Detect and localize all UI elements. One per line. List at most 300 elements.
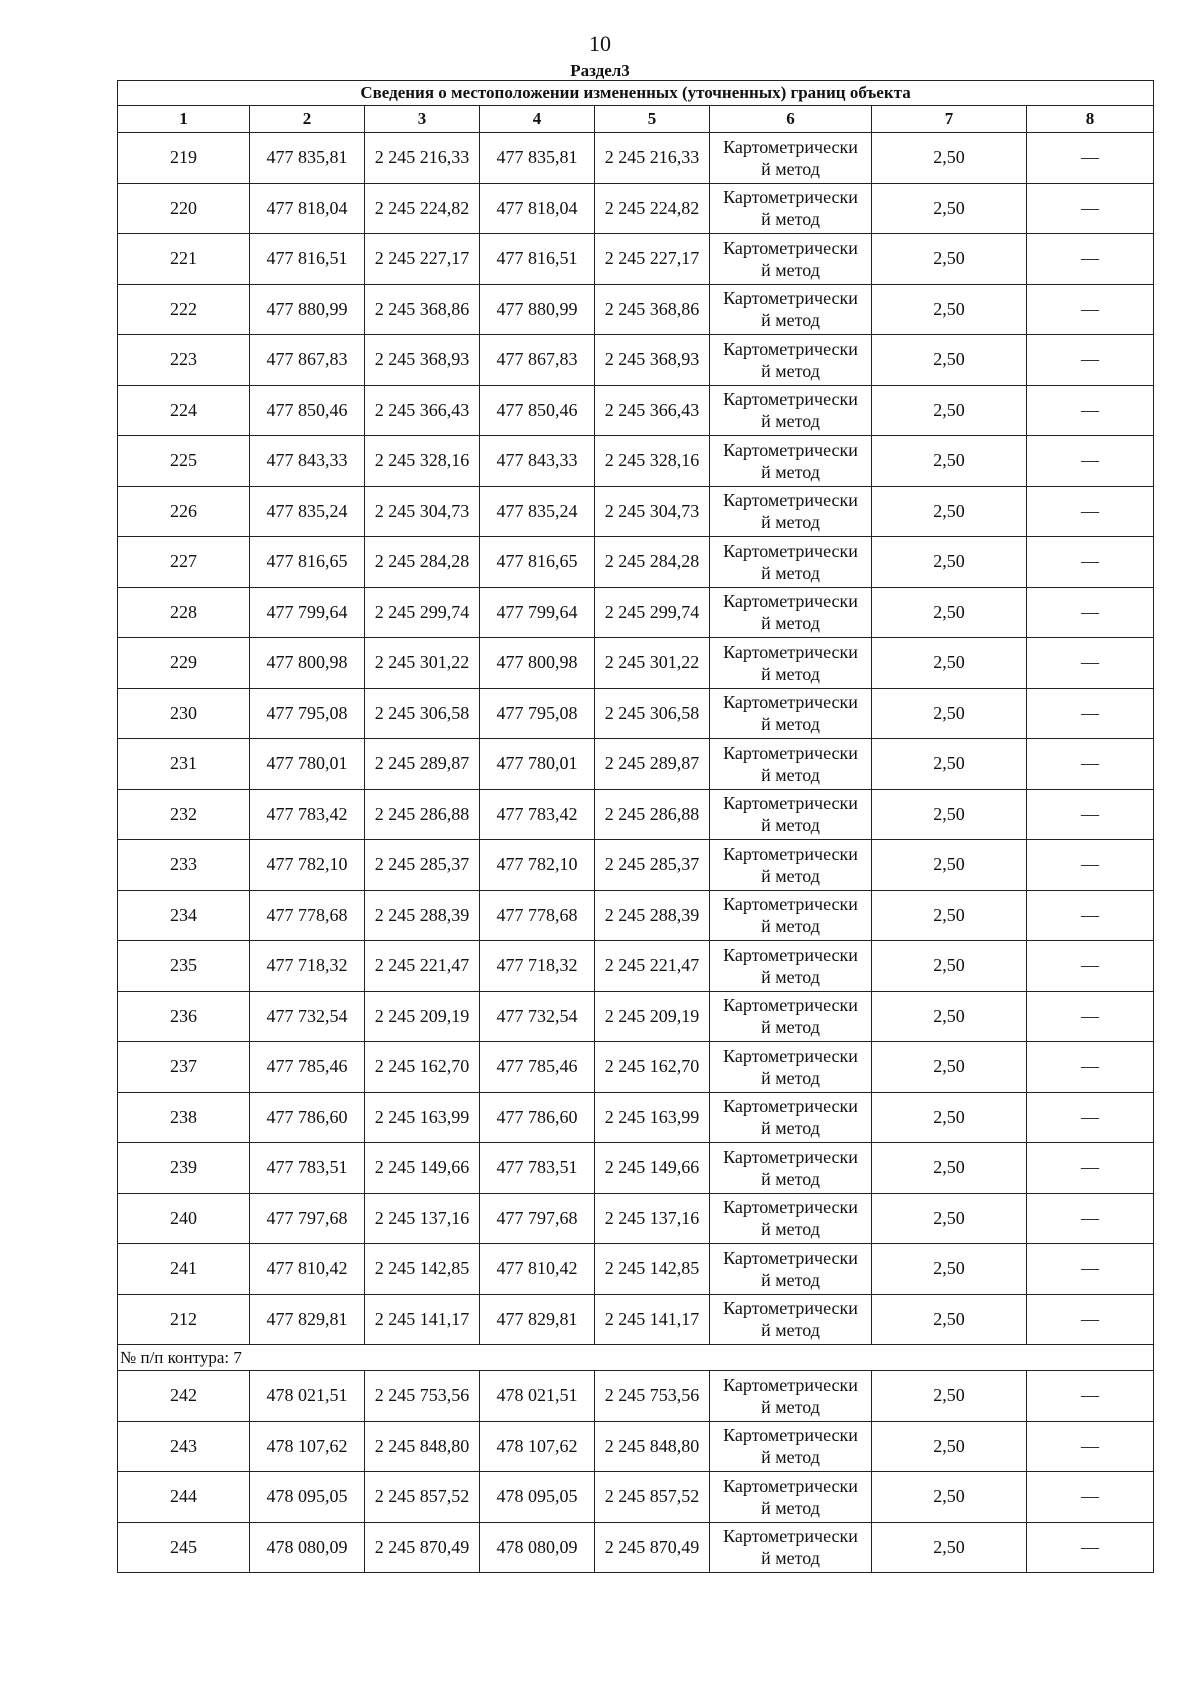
method-text-line1: Картометрически: [723, 944, 858, 965]
method-cell: [710, 1421, 872, 1472]
precision-value: 2,50: [872, 486, 1027, 537]
precision-value: 2,50: [872, 183, 1027, 234]
method-cell: [710, 688, 872, 739]
method-text-line2: й метод: [761, 1067, 820, 1088]
method-text-line2: й метод: [761, 966, 820, 987]
description-dash: —: [1027, 941, 1154, 992]
point-number: 212: [118, 1294, 250, 1345]
coordinate-x-old: 477 732,54: [250, 991, 365, 1042]
description-dash: —: [1027, 133, 1154, 184]
column-number: 1: [118, 106, 250, 133]
method-cell: [710, 1244, 872, 1295]
coordinate-y-new: 2 245 221,47: [595, 941, 710, 992]
coordinate-x-new: 477 797,68: [480, 1193, 595, 1244]
method-text-line1: Картометрически: [723, 641, 858, 662]
method-text-line2: й метод: [761, 1118, 820, 1139]
table-row: [118, 486, 1154, 537]
method-cell: [710, 436, 872, 487]
description-dash: —: [1027, 739, 1154, 790]
column-number: 8: [1027, 106, 1154, 133]
point-number: 243: [118, 1421, 250, 1472]
table-row: [118, 890, 1154, 941]
description-dash: —: [1027, 1143, 1154, 1194]
table-row: [118, 385, 1154, 436]
coordinate-y-old: 2 245 870,49: [365, 1522, 480, 1573]
coordinate-y-old: 2 245 368,93: [365, 335, 480, 386]
point-number: 222: [118, 284, 250, 335]
coordinate-y-new: 2 245 368,86: [595, 284, 710, 335]
method-text-line1: Картометрически: [723, 490, 858, 511]
coordinate-x-new: 477 835,81: [480, 133, 595, 184]
table-row: [118, 436, 1154, 487]
coordinate-y-old: 2 245 284,28: [365, 537, 480, 588]
coordinate-y-old: 2 245 137,16: [365, 1193, 480, 1244]
method-cell: [710, 991, 872, 1042]
page-number: 10: [589, 31, 611, 56]
table-row: [118, 234, 1154, 285]
coordinate-x-new: 477 783,42: [480, 789, 595, 840]
table-row: [118, 789, 1154, 840]
precision-value: 2,50: [872, 537, 1027, 588]
coordinate-y-new: 2 245 162,70: [595, 1042, 710, 1093]
precision-value: 2,50: [872, 1244, 1027, 1295]
method-text-line1: Картометрически: [723, 1247, 858, 1268]
description-dash: —: [1027, 1244, 1154, 1295]
coordinate-y-old: 2 245 753,56: [365, 1371, 480, 1422]
table-row: [118, 183, 1154, 234]
precision-value: 2,50: [872, 133, 1027, 184]
coordinate-x-new: 478 107,62: [480, 1421, 595, 1472]
coordinate-y-old: 2 245 162,70: [365, 1042, 480, 1093]
description-dash: —: [1027, 1371, 1154, 1422]
point-number: 237: [118, 1042, 250, 1093]
table-row: [118, 1421, 1154, 1472]
precision-value: 2,50: [872, 1143, 1027, 1194]
coordinate-x-new: 478 095,05: [480, 1472, 595, 1523]
coordinate-x-new: 477 778,68: [480, 890, 595, 941]
coordinate-x-old: 477 818,04: [250, 183, 365, 234]
description-dash: —: [1027, 840, 1154, 891]
table-row: [118, 1522, 1154, 1573]
table-row: [118, 941, 1154, 992]
coordinate-x-new: 477 800,98: [480, 638, 595, 689]
coordinate-x-new: 477 782,10: [480, 840, 595, 891]
precision-value: 2,50: [872, 941, 1027, 992]
coordinate-x-old: 477 795,08: [250, 688, 365, 739]
precision-value: 2,50: [872, 739, 1027, 790]
coordinate-y-old: 2 245 286,88: [365, 789, 480, 840]
table-row: [118, 1143, 1154, 1194]
description-dash: —: [1027, 1472, 1154, 1523]
precision-value: 2,50: [872, 1294, 1027, 1345]
table-row: [118, 537, 1154, 588]
point-number: 225: [118, 436, 250, 487]
table-row: [118, 1371, 1154, 1422]
table-row: [118, 1092, 1154, 1143]
precision-value: 2,50: [872, 1472, 1027, 1523]
coordinate-y-old: 2 245 299,74: [365, 587, 480, 638]
method-cell: [710, 335, 872, 386]
coordinate-y-new: 2 245 301,22: [595, 638, 710, 689]
method-text-line2: й метод: [761, 663, 820, 684]
coordinate-x-new: 477 835,24: [480, 486, 595, 537]
coordinate-x-new: 477 786,60: [480, 1092, 595, 1143]
method-cell: [710, 1042, 872, 1093]
point-number: 230: [118, 688, 250, 739]
method-text-line2: й метод: [761, 1447, 820, 1468]
point-number: 235: [118, 941, 250, 992]
coordinate-x-old: 477 718,32: [250, 941, 365, 992]
precision-value: 2,50: [872, 284, 1027, 335]
precision-value: 2,50: [872, 1092, 1027, 1143]
column-number: 7: [872, 106, 1027, 133]
method-text-line2: й метод: [761, 1168, 820, 1189]
method-cell: [710, 284, 872, 335]
point-number: 232: [118, 789, 250, 840]
method-text-line1: Картометрически: [723, 1475, 858, 1496]
method-text-line1: Картометрически: [723, 591, 858, 612]
coordinate-x-new: 477 816,51: [480, 234, 595, 285]
coordinate-y-new: 2 245 149,66: [595, 1143, 710, 1194]
coordinate-y-new: 2 245 137,16: [595, 1193, 710, 1244]
coordinate-y-new: 2 245 286,88: [595, 789, 710, 840]
coordinate-x-old: 478 107,62: [250, 1421, 365, 1472]
coordinate-x-old: 477 786,60: [250, 1092, 365, 1143]
coordinate-x-old: 477 880,99: [250, 284, 365, 335]
coordinate-x-new: 477 867,83: [480, 335, 595, 386]
table-row: [118, 739, 1154, 790]
description-dash: —: [1027, 1421, 1154, 1472]
coordinate-y-new: 2 245 289,87: [595, 739, 710, 790]
table-row: [118, 1294, 1154, 1345]
coordinate-y-new: 2 245 227,17: [595, 234, 710, 285]
coordinate-y-new: 2 245 285,37: [595, 840, 710, 891]
coordinate-y-old: 2 245 306,58: [365, 688, 480, 739]
coordinate-x-old: 477 783,51: [250, 1143, 365, 1194]
point-number: 226: [118, 486, 250, 537]
method-text-line1: Картометрически: [723, 136, 858, 157]
point-number: 223: [118, 335, 250, 386]
coordinate-y-new: 2 245 224,82: [595, 183, 710, 234]
method-text-line2: й метод: [761, 512, 820, 533]
precision-value: 2,50: [872, 1522, 1027, 1573]
description-dash: —: [1027, 1193, 1154, 1244]
method-text-line1: Картометрически: [723, 1197, 858, 1218]
table-row: [118, 1042, 1154, 1093]
method-text-line2: й метод: [761, 310, 820, 331]
coordinate-x-old: 477 850,46: [250, 385, 365, 436]
method-cell: [710, 1143, 872, 1194]
coordinate-y-new: 2 245 848,80: [595, 1421, 710, 1472]
boundary-table: [117, 80, 1154, 1573]
point-number: 241: [118, 1244, 250, 1295]
precision-value: 2,50: [872, 890, 1027, 941]
method-text-line1: Картометрически: [723, 439, 858, 460]
coordinate-x-old: 478 021,51: [250, 1371, 365, 1422]
coordinate-x-new: 477 850,46: [480, 385, 595, 436]
method-text-line1: Картометрически: [723, 1146, 858, 1167]
coordinate-x-old: 477 783,42: [250, 789, 365, 840]
method-text-line1: Картометрически: [723, 288, 858, 309]
coordinate-x-new: 477 783,51: [480, 1143, 595, 1194]
coordinate-x-new: 477 818,04: [480, 183, 595, 234]
column-number: 2: [250, 106, 365, 133]
coordinate-y-old: 2 245 141,17: [365, 1294, 480, 1345]
method-text-line2: й метод: [761, 613, 820, 634]
coordinate-y-new: 2 245 209,19: [595, 991, 710, 1042]
coordinate-y-new: 2 245 299,74: [595, 587, 710, 638]
point-number: 224: [118, 385, 250, 436]
coordinate-y-old: 2 245 221,47: [365, 941, 480, 992]
precision-value: 2,50: [872, 688, 1027, 739]
point-number: 231: [118, 739, 250, 790]
table-row: [118, 587, 1154, 638]
method-cell: [710, 890, 872, 941]
description-dash: —: [1027, 789, 1154, 840]
table-row: [118, 688, 1154, 739]
table-row: [118, 1193, 1154, 1244]
coordinate-x-new: 477 816,65: [480, 537, 595, 588]
coordinate-x-old: 477 800,98: [250, 638, 365, 689]
method-text-line2: й метод: [761, 562, 820, 583]
point-number: 238: [118, 1092, 250, 1143]
coordinate-x-old: 477 810,42: [250, 1244, 365, 1295]
coordinate-x-old: 478 095,05: [250, 1472, 365, 1523]
description-dash: —: [1027, 385, 1154, 436]
method-cell: [710, 183, 872, 234]
precision-value: 2,50: [872, 1042, 1027, 1093]
point-number: 229: [118, 638, 250, 689]
description-dash: —: [1027, 234, 1154, 285]
table-row: [118, 1244, 1154, 1295]
method-cell: [710, 739, 872, 790]
method-cell: [710, 133, 872, 184]
section-title: Раздел3: [570, 61, 630, 80]
description-dash: —: [1027, 890, 1154, 941]
description-dash: —: [1027, 1522, 1154, 1573]
method-text-line2: й метод: [761, 1497, 820, 1518]
coordinate-x-old: 477 835,81: [250, 133, 365, 184]
coordinate-y-old: 2 245 149,66: [365, 1143, 480, 1194]
method-text-line1: Картометрически: [723, 742, 858, 763]
point-number: 245: [118, 1522, 250, 1573]
method-text-line1: Картометрически: [723, 793, 858, 814]
method-text-line2: й метод: [761, 158, 820, 179]
method-text-line2: й метод: [761, 209, 820, 230]
coordinate-x-new: 477 799,64: [480, 587, 595, 638]
coordinate-x-new: 477 880,99: [480, 284, 595, 335]
description-dash: —: [1027, 688, 1154, 739]
coordinate-y-old: 2 245 209,19: [365, 991, 480, 1042]
coordinate-x-old: 477 797,68: [250, 1193, 365, 1244]
point-number: 240: [118, 1193, 250, 1244]
table-title: Сведения о местоположении измененных (уточненных) границ объекта: [118, 81, 1154, 106]
point-number: 239: [118, 1143, 250, 1194]
method-text-line1: Картометрически: [723, 237, 858, 258]
column-number: 5: [595, 106, 710, 133]
method-cell: [710, 941, 872, 992]
method-cell: [710, 537, 872, 588]
table-title-row: [118, 81, 1154, 106]
column-number: 4: [480, 106, 595, 133]
method-cell: [710, 1193, 872, 1244]
method-text-line2: й метод: [761, 916, 820, 937]
coordinate-y-new: 2 245 857,52: [595, 1472, 710, 1523]
coordinate-y-old: 2 245 857,52: [365, 1472, 480, 1523]
description-dash: —: [1027, 991, 1154, 1042]
method-cell: [710, 840, 872, 891]
method-cell: [710, 1371, 872, 1422]
coordinate-y-old: 2 245 304,73: [365, 486, 480, 537]
coordinate-y-old: 2 245 368,86: [365, 284, 480, 335]
coordinate-x-old: 477 829,81: [250, 1294, 365, 1345]
coordinate-y-old: 2 245 142,85: [365, 1244, 480, 1295]
coordinate-y-new: 2 245 288,39: [595, 890, 710, 941]
description-dash: —: [1027, 486, 1154, 537]
coordinate-y-old: 2 245 163,99: [365, 1092, 480, 1143]
precision-value: 2,50: [872, 1193, 1027, 1244]
method-text-line1: Картометрически: [723, 187, 858, 208]
method-cell: [710, 234, 872, 285]
method-cell: [710, 1294, 872, 1345]
method-text-line1: Картометрически: [723, 1425, 858, 1446]
method-cell: [710, 1472, 872, 1523]
point-number: 236: [118, 991, 250, 1042]
coordinate-y-old: 2 245 224,82: [365, 183, 480, 234]
method-text-line2: й метод: [761, 764, 820, 785]
coordinate-x-new: 478 080,09: [480, 1522, 595, 1573]
description-dash: —: [1027, 1294, 1154, 1345]
coordinate-x-new: 478 021,51: [480, 1371, 595, 1422]
coordinate-y-old: 2 245 848,80: [365, 1421, 480, 1472]
method-cell: [710, 1522, 872, 1573]
coordinate-x-new: 477 795,08: [480, 688, 595, 739]
coordinate-y-new: 2 245 284,28: [595, 537, 710, 588]
coordinate-y-old: 2 245 288,39: [365, 890, 480, 941]
column-number: 6: [710, 106, 872, 133]
coordinate-y-old: 2 245 285,37: [365, 840, 480, 891]
description-dash: —: [1027, 1092, 1154, 1143]
coordinate-x-old: 477 782,10: [250, 840, 365, 891]
column-number-row: [118, 106, 1154, 133]
description-dash: —: [1027, 537, 1154, 588]
coordinate-y-old: 2 245 289,87: [365, 739, 480, 790]
coordinate-y-new: 2 245 163,99: [595, 1092, 710, 1143]
method-text-line1: Картометрически: [723, 1045, 858, 1066]
coordinate-y-new: 2 245 870,49: [595, 1522, 710, 1573]
description-dash: —: [1027, 183, 1154, 234]
contour-label: № п/п контура: 7: [118, 1345, 1154, 1371]
precision-value: 2,50: [872, 840, 1027, 891]
description-dash: —: [1027, 638, 1154, 689]
method-text-line1: Картометрически: [723, 995, 858, 1016]
method-text-line1: Картометрически: [723, 389, 858, 410]
coordinate-y-old: 2 245 301,22: [365, 638, 480, 689]
point-number: 227: [118, 537, 250, 588]
coordinate-x-old: 477 780,01: [250, 739, 365, 790]
method-text-line1: Картометрически: [723, 1096, 858, 1117]
table-row: [118, 840, 1154, 891]
method-text-line2: й метод: [761, 714, 820, 735]
point-number: 219: [118, 133, 250, 184]
coordinate-x-old: 477 843,33: [250, 436, 365, 487]
coordinate-x-old: 477 816,65: [250, 537, 365, 588]
precision-value: 2,50: [872, 1371, 1027, 1422]
method-cell: [710, 1092, 872, 1143]
coordinate-y-new: 2 245 328,16: [595, 436, 710, 487]
method-text-line2: й метод: [761, 1219, 820, 1240]
method-cell: [710, 789, 872, 840]
coordinate-x-old: 477 799,64: [250, 587, 365, 638]
method-text-line1: Картометрически: [723, 1374, 858, 1395]
coordinate-x-new: 477 810,42: [480, 1244, 595, 1295]
method-text-line2: й метод: [761, 259, 820, 280]
method-text-line1: Картометрически: [723, 338, 858, 359]
coordinate-y-new: 2 245 368,93: [595, 335, 710, 386]
precision-value: 2,50: [872, 638, 1027, 689]
precision-value: 2,50: [872, 436, 1027, 487]
point-number: 234: [118, 890, 250, 941]
method-text-line2: й метод: [761, 461, 820, 482]
description-dash: —: [1027, 284, 1154, 335]
method-text-line1: Картометрически: [723, 894, 858, 915]
description-dash: —: [1027, 436, 1154, 487]
coordinate-y-new: 2 245 366,43: [595, 385, 710, 436]
method-cell: [710, 385, 872, 436]
method-text-line1: Картометрически: [723, 1298, 858, 1319]
coordinate-y-old: 2 245 328,16: [365, 436, 480, 487]
coordinate-y-old: 2 245 216,33: [365, 133, 480, 184]
coordinate-x-old: 477 816,51: [250, 234, 365, 285]
description-dash: —: [1027, 1042, 1154, 1093]
point-number: 233: [118, 840, 250, 891]
method-text-line2: й метод: [761, 1269, 820, 1290]
coordinate-x-old: 477 867,83: [250, 335, 365, 386]
coordinate-y-new: 2 245 304,73: [595, 486, 710, 537]
method-cell: [710, 486, 872, 537]
method-text-line2: й метод: [761, 1548, 820, 1569]
method-text-line2: й метод: [761, 865, 820, 886]
description-dash: —: [1027, 335, 1154, 386]
method-text-line2: й метод: [761, 815, 820, 836]
coordinate-x-new: 477 785,46: [480, 1042, 595, 1093]
description-dash: —: [1027, 587, 1154, 638]
coordinate-y-old: 2 245 227,17: [365, 234, 480, 285]
method-text-line2: й метод: [761, 1017, 820, 1038]
coordinate-y-new: 2 245 753,56: [595, 1371, 710, 1422]
table-row: [118, 284, 1154, 335]
precision-value: 2,50: [872, 1421, 1027, 1472]
method-cell: [710, 587, 872, 638]
point-number: 220: [118, 183, 250, 234]
method-text-line2: й метод: [761, 360, 820, 381]
precision-value: 2,50: [872, 587, 1027, 638]
coordinate-x-old: 477 785,46: [250, 1042, 365, 1093]
method-text-line2: й метод: [761, 1396, 820, 1417]
method-text-line1: Картометрически: [723, 692, 858, 713]
coordinate-x-new: 477 718,32: [480, 941, 595, 992]
precision-value: 2,50: [872, 335, 1027, 386]
coordinate-x-new: 477 780,01: [480, 739, 595, 790]
point-number: 228: [118, 587, 250, 638]
precision-value: 2,50: [872, 385, 1027, 436]
precision-value: 2,50: [872, 789, 1027, 840]
coordinate-x-old: 478 080,09: [250, 1522, 365, 1573]
coordinate-y-new: 2 245 306,58: [595, 688, 710, 739]
coordinate-x-new: 477 732,54: [480, 991, 595, 1042]
table-row: [118, 638, 1154, 689]
precision-value: 2,50: [872, 234, 1027, 285]
